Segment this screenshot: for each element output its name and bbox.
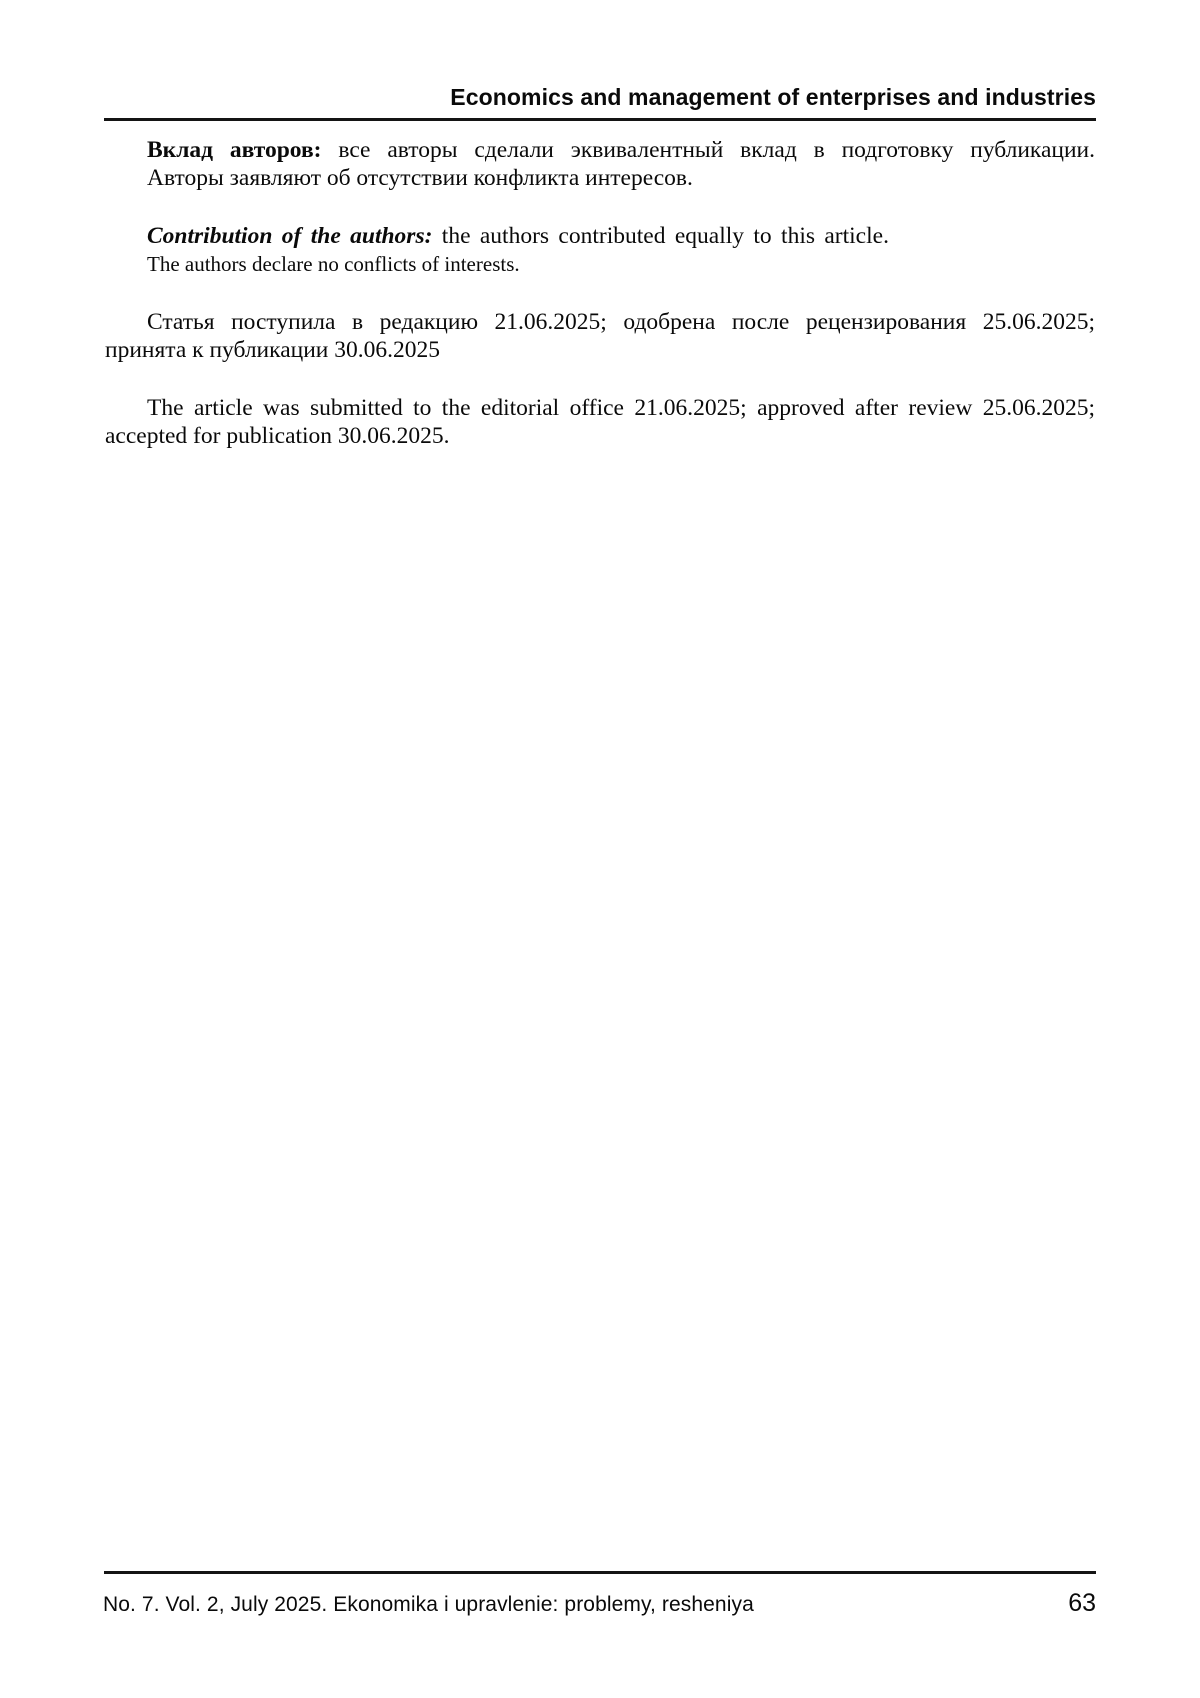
contribution-en-sentence-1 [105, 222, 1095, 250]
submission-en-line-1: The article was submitted to the editorial office 21.06.2025; approved after review 25.06.2025; [147, 395, 1095, 421]
footer-page-number: 63 [1068, 1589, 1096, 1617]
contribution-ru-lead: Вклад авторов: [147, 137, 322, 163]
submission-en-line-2: accepted for publication 30.06.2025. [105, 423, 450, 449]
page-body [105, 136, 1095, 480]
contribution-ru-sentence-2: Авторы заявляют об отсутствии конфликта интересов. [147, 165, 693, 191]
footer-journal-title: No. 7. Vol. 2, July 2025. Ekonomika i upravlenie: problemy, resheniya [103, 1593, 754, 1616]
submission-dates-paragraph-ru [105, 308, 1095, 364]
footer-divider-rule [104, 1571, 1096, 1574]
author-contribution-paragraph-en [105, 222, 1095, 278]
contribution-ru-rest: все авторы сделали эквивалентный вклад в подготовку публикации. [338, 137, 1096, 163]
contribution-en-lead: Contribution of the authors: [147, 223, 433, 249]
submission-dates-paragraph-en [105, 394, 1095, 450]
author-contribution-paragraph-ru [105, 136, 1095, 192]
submission-ru-line-1: Статья поступила в редакцию 21.06.2025; одобрена после рецензирования 25.06.2025; [147, 309, 1095, 335]
header-divider-rule [104, 118, 1096, 121]
contribution-en-sentence-2: The authors declare no conflicts of interests. [147, 252, 520, 276]
running-head-title: Economics and management of enterprises and industries [450, 84, 1096, 110]
submission-ru-line-2: принята к публикации 30.06.2025 [105, 337, 440, 363]
page-footer [103, 1589, 1096, 1618]
contribution-en-rest: the authors contributed equally to this article. [441, 223, 889, 249]
contribution-ru-sentence-1 [105, 136, 1095, 164]
